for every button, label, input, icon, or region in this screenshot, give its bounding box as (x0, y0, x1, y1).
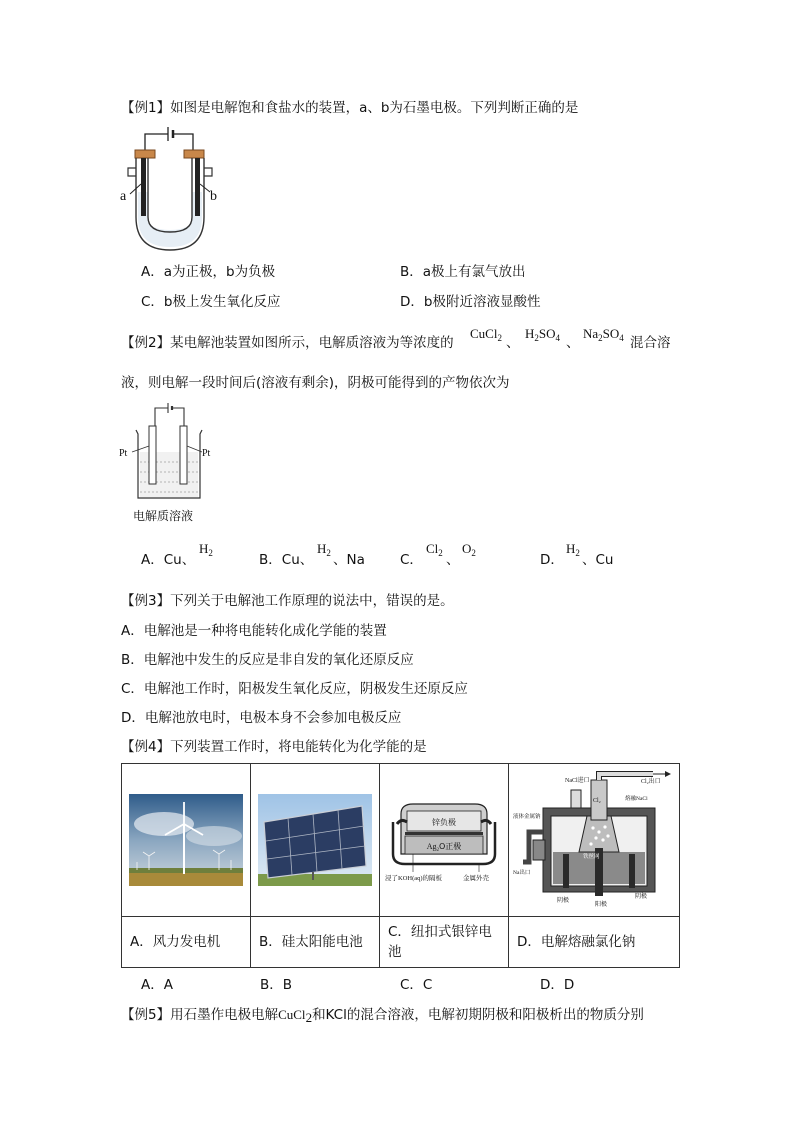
button-battery-cell (380, 764, 509, 917)
ex4-answer-b: B．B (260, 977, 293, 993)
ex1-stem: 【例1】如图是电解饱和食盐水的装置，a、b为石墨电极。下列判断正确的是 (121, 100, 579, 116)
ex4-answer-d: D．D (540, 977, 575, 993)
solar-panel-image (258, 794, 372, 886)
molten-nacl-electrolysis-diagram (513, 770, 675, 910)
ex2-stem-part2: 混合溶 (630, 335, 671, 351)
battery-label-zinc: 锌负极 (432, 818, 456, 827)
ex4-stem: 【例4】下列装置工作时，将电能转化为化学能的是 (121, 739, 427, 755)
ex4-answer-a: A．A (141, 977, 173, 993)
devices-table (121, 763, 680, 968)
caption-wind-turbine: A．风力发电机 (122, 917, 251, 968)
ex2-option-b-post: 、Na (333, 552, 365, 568)
wind-turbine-image (129, 794, 243, 886)
ex3-stem: 【例3】下列关于电解池工作原理的说法中，错误的是。 (121, 593, 454, 609)
formula-na2so4: $Na_2SO_4$ (583, 326, 624, 343)
ex2-option-b-formula: $H_2$ (317, 541, 331, 558)
u-tube-electrolysis-figure (118, 122, 228, 252)
formula-cucl2: CuCl$_2$ (470, 326, 502, 343)
molten-nacl-cell (509, 764, 680, 917)
solar-panel-cell (251, 764, 380, 917)
label-a: a (120, 189, 127, 204)
electrode-b (195, 158, 200, 216)
cell-label-molten-nacl: 熔融NaCl (625, 796, 648, 802)
ex2-separator-1: 、 (506, 335, 520, 351)
caption-button-battery: C．纽扣式银锌电池 (380, 917, 509, 968)
ex1-option-a: A．a为正极，b为负极 (141, 264, 276, 280)
ex3-option-d: D．电解池放电时，电极本身不会参加电极反应 (121, 710, 402, 726)
electrode-a (141, 158, 146, 216)
ex1-option-b: B．a极上有氯气放出 (400, 264, 526, 280)
battery-label-separator: 浸了KOH(aq)的隔板 (385, 875, 443, 882)
pt-electrode-left (149, 426, 156, 484)
cell-label-cathode-left: 阴极 (557, 898, 570, 904)
ex1-option-d: D．b极附近溶液显酸性 (400, 294, 541, 310)
caption-solar-cell: B．硅太阳能电池 (251, 917, 380, 968)
cell-label-cl2-outlet: Cl₂出口 (641, 779, 661, 785)
ex2-stem-part1: 【例2】某电解池装置如图所示，电解质溶液为等浓度的 (121, 335, 454, 351)
ex3-option-b: B．电解池中发生的反应是非自发的氧化还原反应 (121, 652, 414, 668)
ex2-option-c-formula-1: $Cl_2$ (426, 541, 443, 558)
ex2-option-c-sep: 、 (446, 552, 460, 568)
ex2-option-c: C． (400, 552, 423, 568)
ex2-option-a: A．Cu、 (141, 552, 196, 568)
cell-label-na-outlet: Na出口 (513, 870, 531, 876)
stopper-left (135, 150, 155, 158)
ex2-option-b: B．Cu、 (259, 552, 314, 568)
cell-label-cl2: Cl₂ (593, 798, 601, 804)
ex2-figure-caption: 电解质溶液 (133, 509, 194, 523)
label-b: b (210, 189, 217, 204)
battery-label-shell: 金属外壳 (463, 875, 489, 882)
ex1-option-c: C．b极上发生氧化反应 (141, 294, 281, 310)
cell-label-anode: 阳极 (595, 902, 608, 908)
cell-label-iron-mesh: 铁丝网 (583, 854, 600, 860)
ex5-stem: 【例5】用石墨作电极电解CuCl2和KCl的混合溶液，电解初期阴极和阳极析出的物质分别 (121, 1007, 644, 1025)
ex4-answer-c: C．C (400, 977, 433, 993)
ex2-option-d-post: 、Cu (582, 552, 614, 568)
pt-label-right: Pt (202, 448, 211, 459)
cell-label-cathode-right: 阴极 (635, 894, 648, 900)
ex2-stem-line2: 液，则电解一段时间后(溶液有剩余)，阴极可能得到的产物依次为 (121, 375, 510, 391)
battery-icon (145, 127, 193, 150)
stopper-right (184, 150, 204, 158)
ex2-option-d-formula: $H_2$ (566, 541, 580, 558)
formula-h2so4: $H_2SO_4$ (525, 326, 561, 343)
ex3-option-c: C．电解池工作时，阳极发生氧化反应，阴极发生还原反应 (121, 681, 468, 697)
cell-label-liquid-na: 液体金属钠 (513, 814, 541, 820)
cell-label-nacl-inlet: NaCl进口 (565, 778, 590, 784)
battery-label-silver: $Ag_2O$正极 (426, 842, 462, 853)
button-battery-diagram (383, 794, 505, 886)
ex2-separator-2: 、 (566, 335, 580, 351)
ex2-option-a-formula: $H_2$ (199, 541, 213, 558)
ex3-option-a: A．电解池是一种将电能转化成化学能的装置 (121, 623, 387, 639)
pt-label-left: Pt (119, 448, 128, 459)
ex2-option-c-formula-2: $O_2$ (462, 541, 476, 558)
ex2-option-d: D． (540, 552, 564, 568)
caption-molten-nacl: D．电解熔融氯化钠 (509, 917, 680, 968)
pt-electrode-right (180, 426, 187, 484)
wind-turbine-cell (122, 764, 251, 917)
